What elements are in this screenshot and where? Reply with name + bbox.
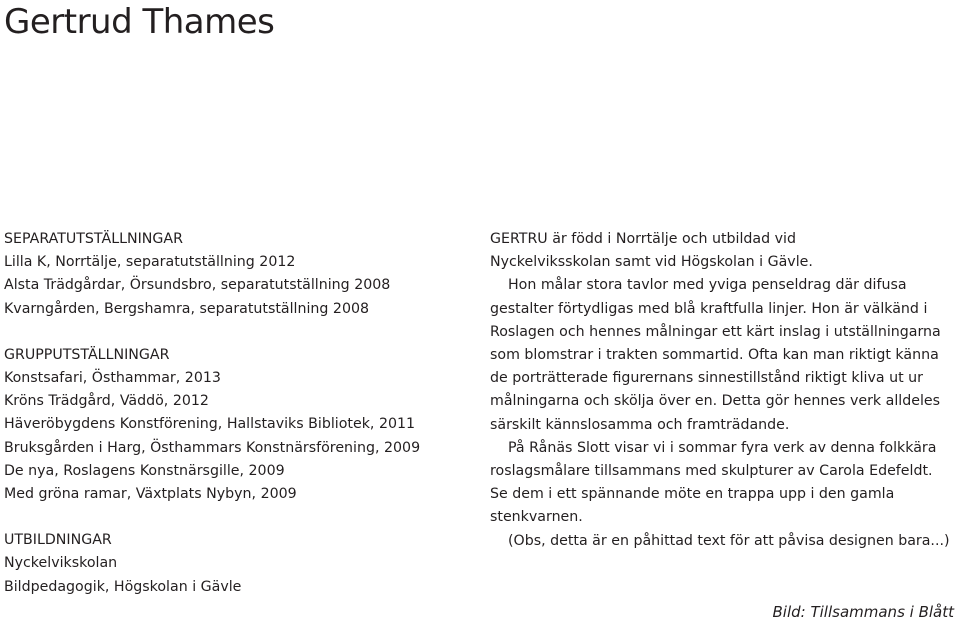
section-gap xyxy=(4,506,474,529)
list-item: Konstsafari, Östhammar, 2013 xyxy=(4,370,221,387)
bio-line: Hon målar stora tavlor med yviga penseldrag där difusa xyxy=(508,277,907,294)
bio-line: gestalter förtydligas med blå kraftfulla linjer. Hon är välkänd i xyxy=(490,300,928,317)
solo-exhibitions-section xyxy=(4,228,474,321)
group-exhibitions-heading: GRUPPUTSTÄLLNINGAR xyxy=(4,346,170,363)
solo-exhibitions-heading: SEPARATUTSTÄLLNINGAR xyxy=(4,231,183,247)
bio-line: På Rånäs Slott visar vi i sommar fyra verk av denna folkkära xyxy=(508,439,937,456)
bio-line: roslagsmålare tillsammans med skulpturer av Carola Edefeldt. xyxy=(490,463,933,480)
page-title: Gertrud Thames xyxy=(4,2,275,42)
list-item: Alsta Trädgårdar, Örsundsbro, separatutställning 2008 xyxy=(4,277,391,294)
image-caption: Bild: Tillsammans i Blått xyxy=(772,603,954,621)
list-item: Kröns Trädgård, Väddö, 2012 xyxy=(4,393,209,410)
bio-line: Roslagen och hennes målningar ett kärt inslag i utställningarna xyxy=(490,323,941,340)
bio-line: särskilt kännslosamma och framträdande. xyxy=(490,416,790,433)
bio-line: målningarna och skölja över en. Detta gör hennes verk alldeles xyxy=(490,393,941,410)
list-item: Häveröbygdens Konstförening, Hallstaviks Bibliotek, 2011 xyxy=(4,416,416,433)
list-item: Med gröna ramar, Växtplats Nybyn, 2009 xyxy=(4,486,297,503)
bio-line: GERTRU är född i Norrtälje och utbildad vid xyxy=(490,231,796,247)
list-item: Bildpedagogik, Högskolan i Gävle xyxy=(4,578,242,595)
bio-line: Se dem i ett spännande möte en trappa upp i den gamla xyxy=(490,486,895,503)
section-gap xyxy=(4,321,474,344)
education-section xyxy=(4,529,474,599)
list-item: De nya, Roslagens Konstnärsgille, 2009 xyxy=(4,462,285,479)
list-item: Nyckelvikskolan xyxy=(4,555,118,572)
bio-line: de porträtterade figurernans sinnestillstånd riktigt kliva ut ur xyxy=(490,370,923,387)
list-item: Bruksgården i Harg, Östhammars Konstnärsförening, 2009 xyxy=(4,439,421,456)
exhibitions-column xyxy=(4,228,474,599)
list-item: Kvarngården, Bergshamra, separatutställning 2008 xyxy=(4,300,370,317)
bio-line: (Obs, detta är en påhittad text för att påvisa designen bara...) xyxy=(508,532,950,549)
list-item: Lilla K, Norrtälje, separatutställning 2012 xyxy=(4,254,296,271)
biography-column xyxy=(490,228,959,553)
bio-line: Nyckelviksskolan samt vid Högskolan i Gävle. xyxy=(490,254,813,271)
bio-line: som blomstrar i trakten sommartid. Ofta kan man riktigt känna xyxy=(490,347,939,364)
group-exhibitions-section xyxy=(4,344,474,506)
bio-line: stenkvarnen. xyxy=(490,509,583,526)
education-heading: UTBILDNINGAR xyxy=(4,532,112,549)
